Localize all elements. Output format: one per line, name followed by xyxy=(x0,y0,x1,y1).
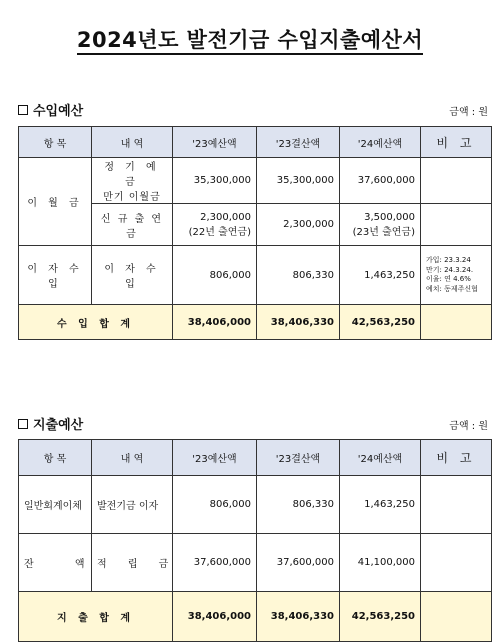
total-budget-23: 38,406,000 xyxy=(173,592,257,642)
income-total-row xyxy=(19,305,492,340)
desc-cell: 신 규 출 연 금 xyxy=(92,204,173,246)
header-settled-23: '23결산액 xyxy=(257,440,340,476)
budget-23-cell: 35,300,000 xyxy=(173,158,257,204)
table-row xyxy=(19,534,492,592)
remarks-cell xyxy=(421,534,492,592)
total-remarks xyxy=(421,592,492,642)
total-label: 수 입 합 계 xyxy=(19,305,173,340)
desc-cell: 발전기금 이자 xyxy=(92,476,173,534)
category-cell: 이 자 수 입 xyxy=(19,246,92,305)
header-desc: 내 역 xyxy=(92,440,173,476)
checkbox-icon xyxy=(18,105,28,115)
income-header-row xyxy=(19,127,492,158)
table-row xyxy=(19,158,492,204)
remark-line: 이율: 연 4.6% xyxy=(426,275,471,283)
expense-unit-label: 금액 : 원 xyxy=(449,421,488,432)
settled-23-cell: 37,600,000 xyxy=(257,534,340,592)
desc-cell: 이 자 수 입 xyxy=(92,246,173,305)
category-cell: 이 월 금 xyxy=(19,158,92,246)
budget-23-value: 2,300,000 xyxy=(200,211,251,223)
expense-table xyxy=(18,439,492,642)
settled-23-cell: 35,300,000 xyxy=(257,158,340,204)
remarks-cell xyxy=(421,246,492,305)
settled-23-cell: 806,330 xyxy=(257,246,340,305)
total-budget-23: 38,406,000 xyxy=(173,305,257,340)
category-cell: 잔 액 xyxy=(19,534,92,592)
budget-24-cell: 37,600,000 xyxy=(340,158,421,204)
checkbox-icon xyxy=(18,419,28,429)
expense-section-heading xyxy=(18,414,83,433)
budget-24-cell: 1,463,250 xyxy=(340,476,421,534)
budget-24-cell xyxy=(340,204,421,246)
header-desc: 내 역 xyxy=(92,127,173,158)
budget-23-note: (22년 출연금) xyxy=(188,226,251,238)
document-title xyxy=(0,24,500,54)
budget-24-value: 3,500,000 xyxy=(364,211,415,223)
budget-23-cell: 806,000 xyxy=(173,246,257,305)
expense-header-row xyxy=(19,440,492,476)
income-section-heading xyxy=(18,100,83,119)
header-category: 항 목 xyxy=(19,127,92,158)
budget-24-note: (23년 출연금) xyxy=(352,226,415,238)
remark-line: 만기: 24.3.24. xyxy=(426,265,474,274)
budget-23-cell: 37,600,000 xyxy=(173,534,257,592)
document-title-text: 2024년도 발전기금 수입지출예산서 xyxy=(77,28,423,55)
expense-total-row xyxy=(19,592,492,642)
remarks-cell xyxy=(421,158,492,204)
desc-line: 만기 이월금 xyxy=(103,192,161,203)
desc-cell: 적 립 금 xyxy=(92,534,173,592)
header-remarks: 비 고 xyxy=(421,127,492,158)
total-budget-24: 42,563,250 xyxy=(340,305,421,340)
income-table xyxy=(18,126,492,340)
header-budget-24: '24예산액 xyxy=(340,440,421,476)
income-unit-label: 금액 : 원 xyxy=(449,107,488,118)
remarks-cell xyxy=(421,204,492,246)
total-settled-23: 38,406,330 xyxy=(257,305,340,340)
table-row xyxy=(19,246,492,305)
header-budget-23: '23예산액 xyxy=(173,440,257,476)
income-section-title: 수입예산 xyxy=(33,104,84,119)
desc-cell xyxy=(92,158,173,204)
total-settled-23: 38,406,330 xyxy=(257,592,340,642)
total-label: 지 출 합 계 xyxy=(19,592,173,642)
settled-23-cell: 2,300,000 xyxy=(257,204,340,246)
remark-line: 예치: 동제주신협 xyxy=(426,284,478,293)
remarks-cell xyxy=(421,476,492,534)
budget-24-cell: 41,100,000 xyxy=(340,534,421,592)
budget-24-cell: 1,463,250 xyxy=(340,246,421,305)
desc-line: 정 기 예 금 xyxy=(104,162,160,188)
header-budget-23: '23예산액 xyxy=(173,127,257,158)
category-cell: 일반회계이체 xyxy=(19,476,92,534)
table-row xyxy=(19,476,492,534)
header-category: 항 목 xyxy=(19,440,92,476)
settled-23-cell: 806,330 xyxy=(257,476,340,534)
budget-23-cell: 806,000 xyxy=(173,476,257,534)
total-remarks xyxy=(421,305,492,340)
budget-23-cell xyxy=(173,204,257,246)
total-budget-24: 42,563,250 xyxy=(340,592,421,642)
expense-section-title: 지출예산 xyxy=(33,418,84,433)
header-remarks: 비 고 xyxy=(421,440,492,476)
remark-line: 가입: 23.3.24 xyxy=(426,256,471,264)
header-settled-23: '23결산액 xyxy=(257,127,340,158)
header-budget-24: '24예산액 xyxy=(340,127,421,158)
